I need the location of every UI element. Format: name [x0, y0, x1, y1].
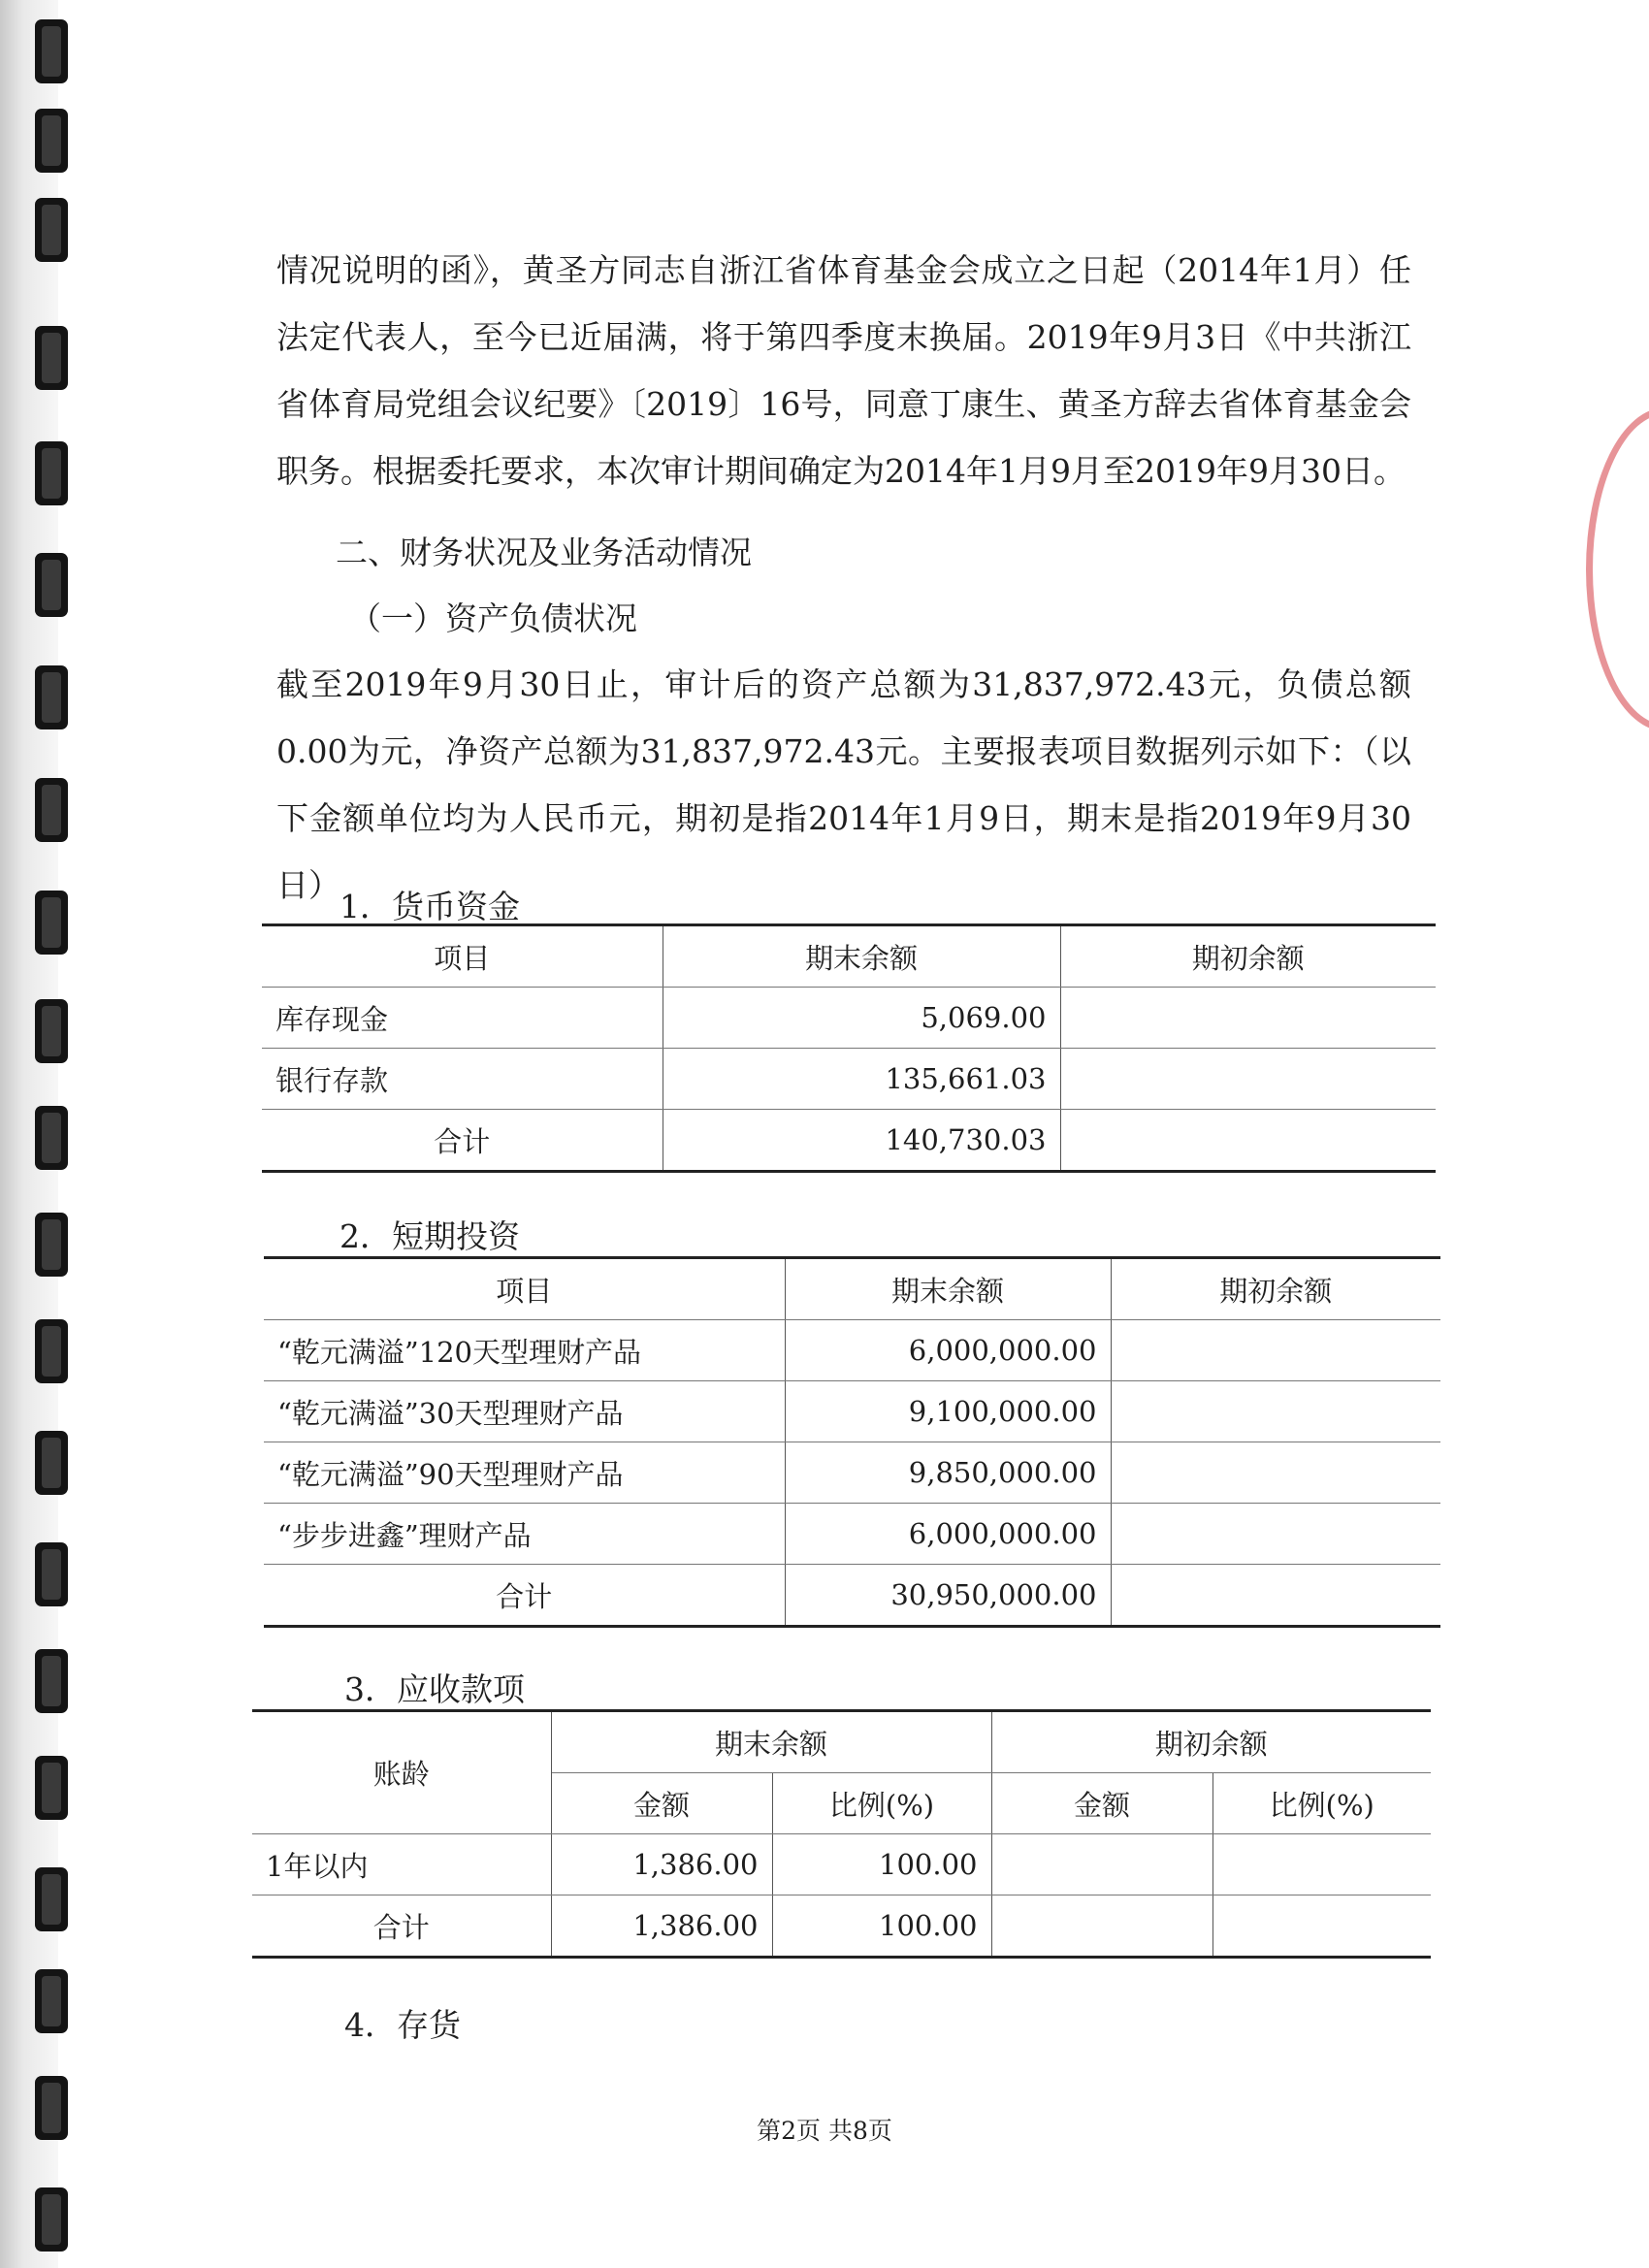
aging-header: 账龄	[252, 1711, 551, 1834]
end-balance-header: 期末余额	[551, 1711, 991, 1773]
ratio-header: 比例(%)	[1212, 1773, 1431, 1834]
binding-ring	[35, 553, 68, 617]
table-header: 项目	[262, 925, 663, 988]
binding-ring	[35, 1969, 68, 2033]
aging-cell: 1年以内	[252, 1834, 551, 1895]
table-header: 期初余额	[1060, 925, 1436, 988]
end-amount-cell: 1,386.00	[551, 1834, 772, 1895]
begin-ratio-cell	[1212, 1895, 1431, 1958]
spiral-binding	[0, 0, 58, 2268]
end-balance-cell: 9,850,000.00	[785, 1442, 1111, 1504]
begin-balance-cell	[1111, 1504, 1440, 1565]
binding-ring	[35, 19, 68, 83]
begin-ratio-cell	[1212, 1834, 1431, 1895]
end-balance-cell: 140,730.03	[663, 1110, 1060, 1172]
begin-balance-cell	[1060, 1110, 1436, 1172]
ratio-header: 比例(%)	[772, 1773, 991, 1834]
table-header: 期末余额	[785, 1258, 1111, 1320]
binding-ring	[35, 198, 68, 262]
begin-balance-cell	[1111, 1320, 1440, 1381]
item-cell: “乾元满溢”30天型理财产品	[264, 1381, 785, 1442]
end-amount-cell: 1,386.00	[551, 1895, 772, 1958]
binding-ring	[35, 2187, 68, 2252]
binding-ring	[35, 1649, 68, 1713]
end-balance-cell: 5,069.00	[663, 988, 1060, 1049]
item-heading-short-term-investment: 2．短期投资	[340, 1217, 520, 1255]
begin-amount-cell	[991, 1895, 1212, 1958]
total-row	[264, 1565, 1440, 1627]
receivables-table	[252, 1709, 1431, 1959]
table-row	[252, 1834, 1431, 1895]
end-balance-cell: 135,661.03	[663, 1049, 1060, 1110]
red-seal-stamp	[1586, 407, 1649, 731]
end-balance-cell: 6,000,000.00	[785, 1504, 1111, 1565]
item-cell: “乾元满溢”120天型理财产品	[264, 1320, 785, 1381]
table-row	[264, 1504, 1440, 1565]
binding-ring	[35, 1106, 68, 1170]
total-label-cell: 合计	[262, 1110, 663, 1172]
begin-balance-cell	[1111, 1381, 1440, 1442]
amount-header: 金额	[991, 1773, 1212, 1834]
intro-paragraph: 情况说明的函》，黄圣方同志自浙江省体育基金会成立之日起（2014年1月）任法定代表人，至今已近届满，将于第四季度末换届。2019年9月3日《中共浙江省体育局党组会议纪要》〔2019〕16号，同意丁康生、黄圣方辞去省体育基金会职务。根据委托要求，本次审计期间确定为2014年1月9月至2019年9月30日。	[276, 251, 1411, 490]
page-number: 第2页 共8页	[757, 2117, 892, 2145]
begin-balance-cell	[1060, 1049, 1436, 1110]
binding-ring	[35, 1756, 68, 1820]
table-row	[264, 1381, 1440, 1442]
binding-ring	[35, 1213, 68, 1277]
cash-table	[262, 923, 1436, 1173]
summary-paragraph: 截至2019年9月30日止，审计后的资产总额为31,837,972.43元，负债总额0.00为元，净资产总额为31,837,972.43元。主要报表项目数据列示如下：（以下金额单位均为人民币元，期初是指2014年1月9日，期末是指2019年9月30日）	[276, 665, 1411, 904]
binding-ring	[35, 1542, 68, 1606]
table-row	[262, 988, 1436, 1049]
subsection-heading: （一）资产负债状况	[349, 599, 637, 637]
amount-header: 金额	[551, 1773, 772, 1834]
section-heading: 二、财务状况及业务活动情况	[336, 534, 752, 571]
binding-ring	[35, 1319, 68, 1383]
table-header: 项目	[264, 1258, 785, 1320]
item-heading-receivables: 3．应收款项	[344, 1670, 525, 1708]
binding-ring	[35, 1431, 68, 1495]
binding-ring	[35, 778, 68, 842]
end-balance-cell: 6,000,000.00	[785, 1320, 1111, 1381]
binding-ring	[35, 999, 68, 1063]
binding-ring	[35, 665, 68, 729]
begin-balance-header: 期初余额	[991, 1711, 1431, 1773]
item-cell: “步步进鑫”理财产品	[264, 1504, 785, 1565]
item-cell: 银行存款	[262, 1049, 663, 1110]
table-header: 期末余额	[663, 925, 1060, 988]
item-cell: 库存现金	[262, 988, 663, 1049]
total-row	[252, 1895, 1431, 1958]
table-header: 期初余额	[1111, 1258, 1440, 1320]
item-heading-cash: 1．货币资金	[340, 888, 520, 925]
total-label-cell: 合计	[252, 1895, 551, 1958]
table-row	[264, 1442, 1440, 1504]
begin-amount-cell	[991, 1834, 1212, 1895]
end-balance-cell: 30,950,000.00	[785, 1565, 1111, 1627]
end-balance-cell: 9,100,000.00	[785, 1381, 1111, 1442]
short-term-investment-table	[264, 1256, 1440, 1628]
binding-ring	[35, 109, 68, 173]
total-label-cell: 合计	[264, 1565, 785, 1627]
end-ratio-cell: 100.00	[772, 1895, 991, 1958]
binding-ring	[35, 891, 68, 955]
item-heading-inventory: 4．存货	[344, 2006, 461, 2044]
item-cell: “乾元满溢”90天型理财产品	[264, 1442, 785, 1504]
table-row	[264, 1320, 1440, 1381]
begin-balance-cell	[1111, 1442, 1440, 1504]
binding-ring	[35, 326, 68, 390]
end-ratio-cell: 100.00	[772, 1834, 991, 1895]
binding-ring	[35, 441, 68, 505]
total-row	[262, 1110, 1436, 1172]
table-row	[262, 1049, 1436, 1110]
binding-ring	[35, 1867, 68, 1931]
begin-balance-cell	[1111, 1565, 1440, 1627]
begin-balance-cell	[1060, 988, 1436, 1049]
